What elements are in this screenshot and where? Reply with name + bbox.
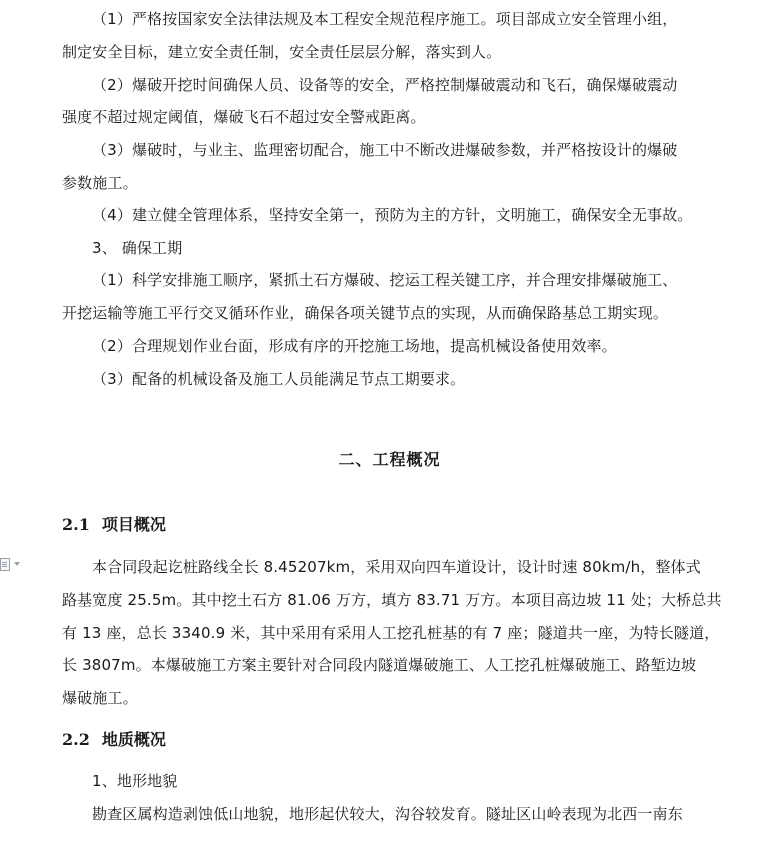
schedule-p3-line1: （3）配备的机械设备及施工人员能满足节点工期要求。 bbox=[92, 370, 466, 388]
safety-p1-line2: 制定安全目标，建立安全责任制，安全责任层层分解，落实到人。 bbox=[62, 43, 502, 61]
safety-p2-line2: 强度不超过规定阈值，爆破飞石不超过安全警戒距离。 bbox=[62, 108, 426, 126]
schedule-p2-line1: （2）合理规划作业台面，形成有序的开挖施工场地，提高机械设备使用效率。 bbox=[92, 337, 617, 355]
schedule-p1-line1: （1）科学安排施工顺序，紧抓土石方爆破、挖运工程关键工序，并合理安排爆破施工、 bbox=[92, 271, 678, 289]
schedule-p1-line2: 开挖运输等施工平行交叉循环作业，确保各项关键节点的实现，从而确保路基总工期实现。 bbox=[62, 304, 669, 322]
paragraph-marker[interactable] bbox=[0, 558, 24, 572]
document-icon bbox=[0, 558, 10, 571]
geology-line1: 勘查区属构造剥蚀低山地貌，地形起伏较大，沟谷较发育。隧址区山岭表现为北西一南东 bbox=[92, 805, 683, 823]
safety-p3-line2: 参数施工。 bbox=[62, 174, 138, 192]
safety-p2-line1: （2）爆破开挖时间确保人员、设备等的安全，严格控制爆破震动和飞石，确保爆破震动 bbox=[92, 76, 678, 94]
section-number: 2.1 bbox=[62, 515, 90, 534]
schedule-heading: 3、 确保工期 bbox=[92, 239, 183, 257]
safety-p3-line1: （3）爆破时，与业主、监理密切配合，施工中不断改进爆破参数，并严格按设计的爆破 bbox=[92, 141, 678, 159]
section-title: 项目概况 bbox=[101, 515, 166, 534]
section-heading-project-overview bbox=[62, 514, 166, 536]
overview-line5: 爆破施工。 bbox=[62, 689, 138, 707]
geology-subheading: 1、地形地貌 bbox=[92, 772, 178, 790]
safety-p1-line1: （1）严格按国家安全法律法规及本工程安全规范程序施工。项目部成立安全管理小组， bbox=[92, 10, 678, 28]
overview-line4: 长 3807m。本爆破施工方案主要针对合同段内隧道爆破施工、人工挖孔桩爆破施工、路堑边坡 bbox=[62, 656, 697, 674]
safety-p4-line1: （4）建立健全管理体系，坚持安全第一，预防为主的方针，文明施工，确保安全无事故。 bbox=[92, 206, 693, 224]
section-heading-geology bbox=[62, 729, 166, 751]
chevron-down-icon bbox=[14, 562, 20, 566]
overview-line1: 本合同段起讫桩路线全长 8.45207km，采用双向四车道设计，设计时速 80km/h，整体式 bbox=[92, 558, 701, 576]
section-number: 2.2 bbox=[62, 730, 90, 749]
chapter-title: 二、工程概况 bbox=[338, 450, 441, 469]
overview-line2: 路基宽度 25.5m。其中挖土石方 81.06 万方，填方 83.71 万方。本项目高边坡 11 处；大桥总共 bbox=[62, 591, 722, 609]
section-title: 地质概况 bbox=[101, 730, 166, 749]
overview-line3: 有 13 座，总长 3340.9 米，其中采用有采用人工挖孔桩基的有 7 座；隧道共一座，为特长隧道， bbox=[62, 624, 720, 642]
